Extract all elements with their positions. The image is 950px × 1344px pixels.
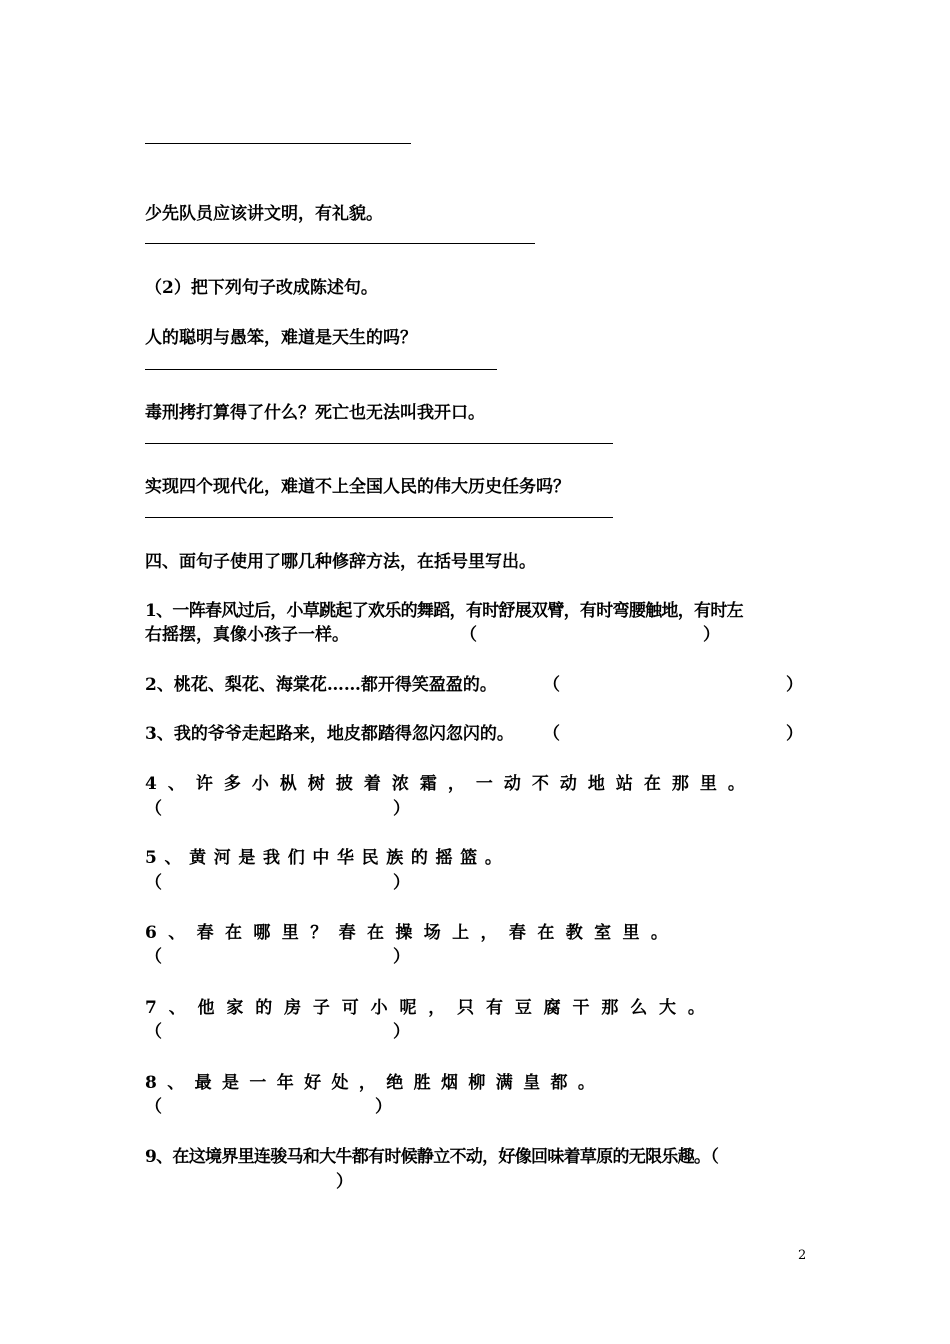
question-char: 4 — [145, 774, 157, 794]
answer-close-paren: ） — [393, 947, 410, 967]
answer-parens-8 — [145, 1095, 392, 1119]
question-char: 房 — [284, 998, 302, 1018]
question-char: 华 — [336, 848, 354, 868]
question-char: 可 — [341, 998, 359, 1018]
question-8 — [145, 1071, 595, 1095]
question-char: 河 — [213, 848, 231, 868]
question-char: 我 — [263, 848, 281, 868]
answer-open-paren: （ — [145, 1097, 162, 1117]
page-number: 2 — [798, 1248, 807, 1263]
question-char: 篮 — [460, 848, 478, 868]
question-char: 们 — [287, 848, 305, 868]
question-char: 春 — [508, 923, 526, 943]
answer-parens-4 — [145, 797, 410, 821]
question-5 — [145, 846, 502, 870]
question-1-line-2: 右摇摆，真像小孩子一样。 — [145, 625, 349, 645]
answer-line — [145, 243, 535, 244]
question-char: 的 — [255, 998, 273, 1018]
question-char: 6 — [145, 923, 157, 943]
sentence: 毒刑拷打算得了什么？死亡也无法叫我开口。 — [145, 403, 485, 423]
question-char: 里 — [699, 774, 717, 794]
answer-close-paren: ） — [703, 625, 720, 645]
question-char: 只 — [457, 998, 475, 1018]
question-char: 干 — [572, 998, 590, 1018]
question-char: 胜 — [413, 1073, 431, 1093]
answer-line — [145, 143, 411, 144]
question-char: 操 — [395, 923, 413, 943]
question-char: 黄 — [189, 848, 207, 868]
question-char: 摇 — [435, 848, 453, 868]
answer-close-paren: ） — [393, 1022, 410, 1042]
question-char: 。 — [577, 1073, 595, 1093]
sentence: 实现四个现代化，难道不上全国人民的伟大历史任务吗？ — [145, 477, 570, 497]
question-char: 、 — [167, 774, 185, 794]
question-char: 在 — [225, 923, 243, 943]
question-char: 哪 — [253, 923, 271, 943]
question-char: 在 — [366, 923, 384, 943]
question-char: 春 — [196, 923, 214, 943]
question-char: 他 — [197, 998, 215, 1018]
question-char: 烟 — [440, 1073, 458, 1093]
question-char: 有 — [485, 998, 503, 1018]
question-6 — [145, 921, 668, 945]
question-char: 。 — [727, 774, 745, 794]
question-3: 3、我的爷爷走起路来，地皮都踏得忽闪忽闪的。 — [145, 724, 514, 744]
question-char: 浓 — [391, 774, 409, 794]
question-char: 。 — [687, 998, 705, 1018]
question-char: 年 — [276, 1073, 294, 1093]
sentence: 人的聪明与愚笨，难道是天生的吗？ — [145, 328, 417, 348]
answer-close-paren: ） — [375, 1097, 392, 1117]
question-char: 绝 — [386, 1073, 404, 1093]
question-char: 。 — [484, 848, 502, 868]
question-char: 满 — [495, 1073, 513, 1093]
question-char: ， — [358, 1073, 376, 1093]
answer-close-paren: ） — [336, 1172, 353, 1192]
question-char: 里 — [281, 923, 299, 943]
sentence: 少先队员应该讲文明，有礼貌。 — [145, 204, 383, 224]
question-char: 不 — [531, 774, 549, 794]
question-char: 都 — [550, 1073, 568, 1093]
question-char: 、 — [168, 923, 186, 943]
question-char: 柳 — [468, 1073, 486, 1093]
question-char: 呢 — [399, 998, 417, 1018]
question-char: 8 — [145, 1073, 157, 1093]
answer-open-paren: （ — [145, 947, 162, 967]
answer-parens-5 — [145, 871, 410, 895]
question-char: 动 — [559, 774, 577, 794]
question-char: 好 — [304, 1073, 322, 1093]
question-char: 腐 — [543, 998, 561, 1018]
question-char: 5 — [145, 848, 157, 868]
question-char: 、 — [167, 1073, 185, 1093]
question-char: 、 — [168, 998, 186, 1018]
answer-open-paren: （ — [543, 675, 560, 695]
question-char: 最 — [194, 1073, 212, 1093]
answer-open-paren: （ — [145, 799, 162, 819]
question-char: 许 — [195, 774, 213, 794]
question-char: 上 — [452, 923, 470, 943]
answer-open-paren: （ — [145, 1022, 162, 1042]
question-char: 霜 — [419, 774, 437, 794]
question-char: 中 — [312, 848, 330, 868]
question-char: 7 — [145, 998, 157, 1018]
question-char: 那 — [671, 774, 689, 794]
answer-close-paren: ） — [786, 724, 803, 744]
section-heading: （2）把下列句子改成陈述句。 — [145, 278, 378, 298]
question-char: 披 — [335, 774, 353, 794]
question-char: 枞 — [279, 774, 297, 794]
question-char: 子 — [312, 998, 330, 1018]
question-char: 么 — [630, 998, 648, 1018]
question-char: 。 — [650, 923, 668, 943]
answer-open-paren: （ — [145, 873, 162, 893]
question-char: ？ — [310, 923, 328, 943]
question-char: 小 — [251, 774, 269, 794]
question-char: ， — [428, 998, 446, 1018]
question-7 — [145, 996, 705, 1020]
question-9: 9、在这境界里连骏马和大牛都有时候静立不动，好像回味着草原的无限乐趣。（ — [145, 1147, 719, 1167]
question-char: 处 — [331, 1073, 349, 1093]
question-char: 小 — [370, 998, 388, 1018]
question-char: ， — [480, 923, 498, 943]
question-char: 在 — [537, 923, 555, 943]
question-char: 场 — [423, 923, 441, 943]
question-char: 是 — [238, 848, 256, 868]
answer-close-paren: ） — [393, 873, 410, 893]
question-1-line-1: 1、一阵春风过后，小草跳起了欢乐的舞蹈，有时舒展双臂，有时弯腰触地，有时左 — [145, 601, 743, 621]
question-char: 一 — [249, 1073, 267, 1093]
question-char: 多 — [223, 774, 241, 794]
question-char: 家 — [226, 998, 244, 1018]
answer-line — [145, 443, 613, 444]
question-char: 豆 — [514, 998, 532, 1018]
question-char: ， — [447, 774, 465, 794]
question-char: 地 — [587, 774, 605, 794]
question-char: 那 — [601, 998, 619, 1018]
question-char: 树 — [307, 774, 325, 794]
answer-open-paren: （ — [543, 724, 560, 744]
question-char: 里 — [622, 923, 640, 943]
question-char: 动 — [503, 774, 521, 794]
question-char: 着 — [363, 774, 381, 794]
section-heading: 四、面句子使用了哪几种修辞方法，在括号里写出。 — [145, 552, 536, 572]
answer-close-paren: ） — [786, 675, 803, 695]
question-char: 教 — [565, 923, 583, 943]
question-char: 大 — [659, 998, 677, 1018]
question-4 — [145, 772, 745, 796]
question-char: 是 — [221, 1073, 239, 1093]
answer-open-paren: （ — [460, 625, 477, 645]
question-char: 的 — [410, 848, 428, 868]
answer-parens-6 — [145, 945, 410, 969]
question-char: 春 — [338, 923, 356, 943]
question-2: 2、桃花、梨花、海棠花……都开得笑盈盈的。 — [145, 675, 497, 695]
answer-line — [145, 369, 497, 370]
question-char: 、 — [164, 848, 182, 868]
answer-parens-7 — [145, 1020, 410, 1044]
answer-close-paren: ） — [393, 799, 410, 819]
question-char: 民 — [361, 848, 379, 868]
question-char: 站 — [615, 774, 633, 794]
question-char: 一 — [475, 774, 493, 794]
question-char: 皇 — [523, 1073, 541, 1093]
question-char: 室 — [594, 923, 612, 943]
question-char: 族 — [386, 848, 404, 868]
question-char: 在 — [643, 774, 661, 794]
answer-line — [145, 517, 613, 518]
